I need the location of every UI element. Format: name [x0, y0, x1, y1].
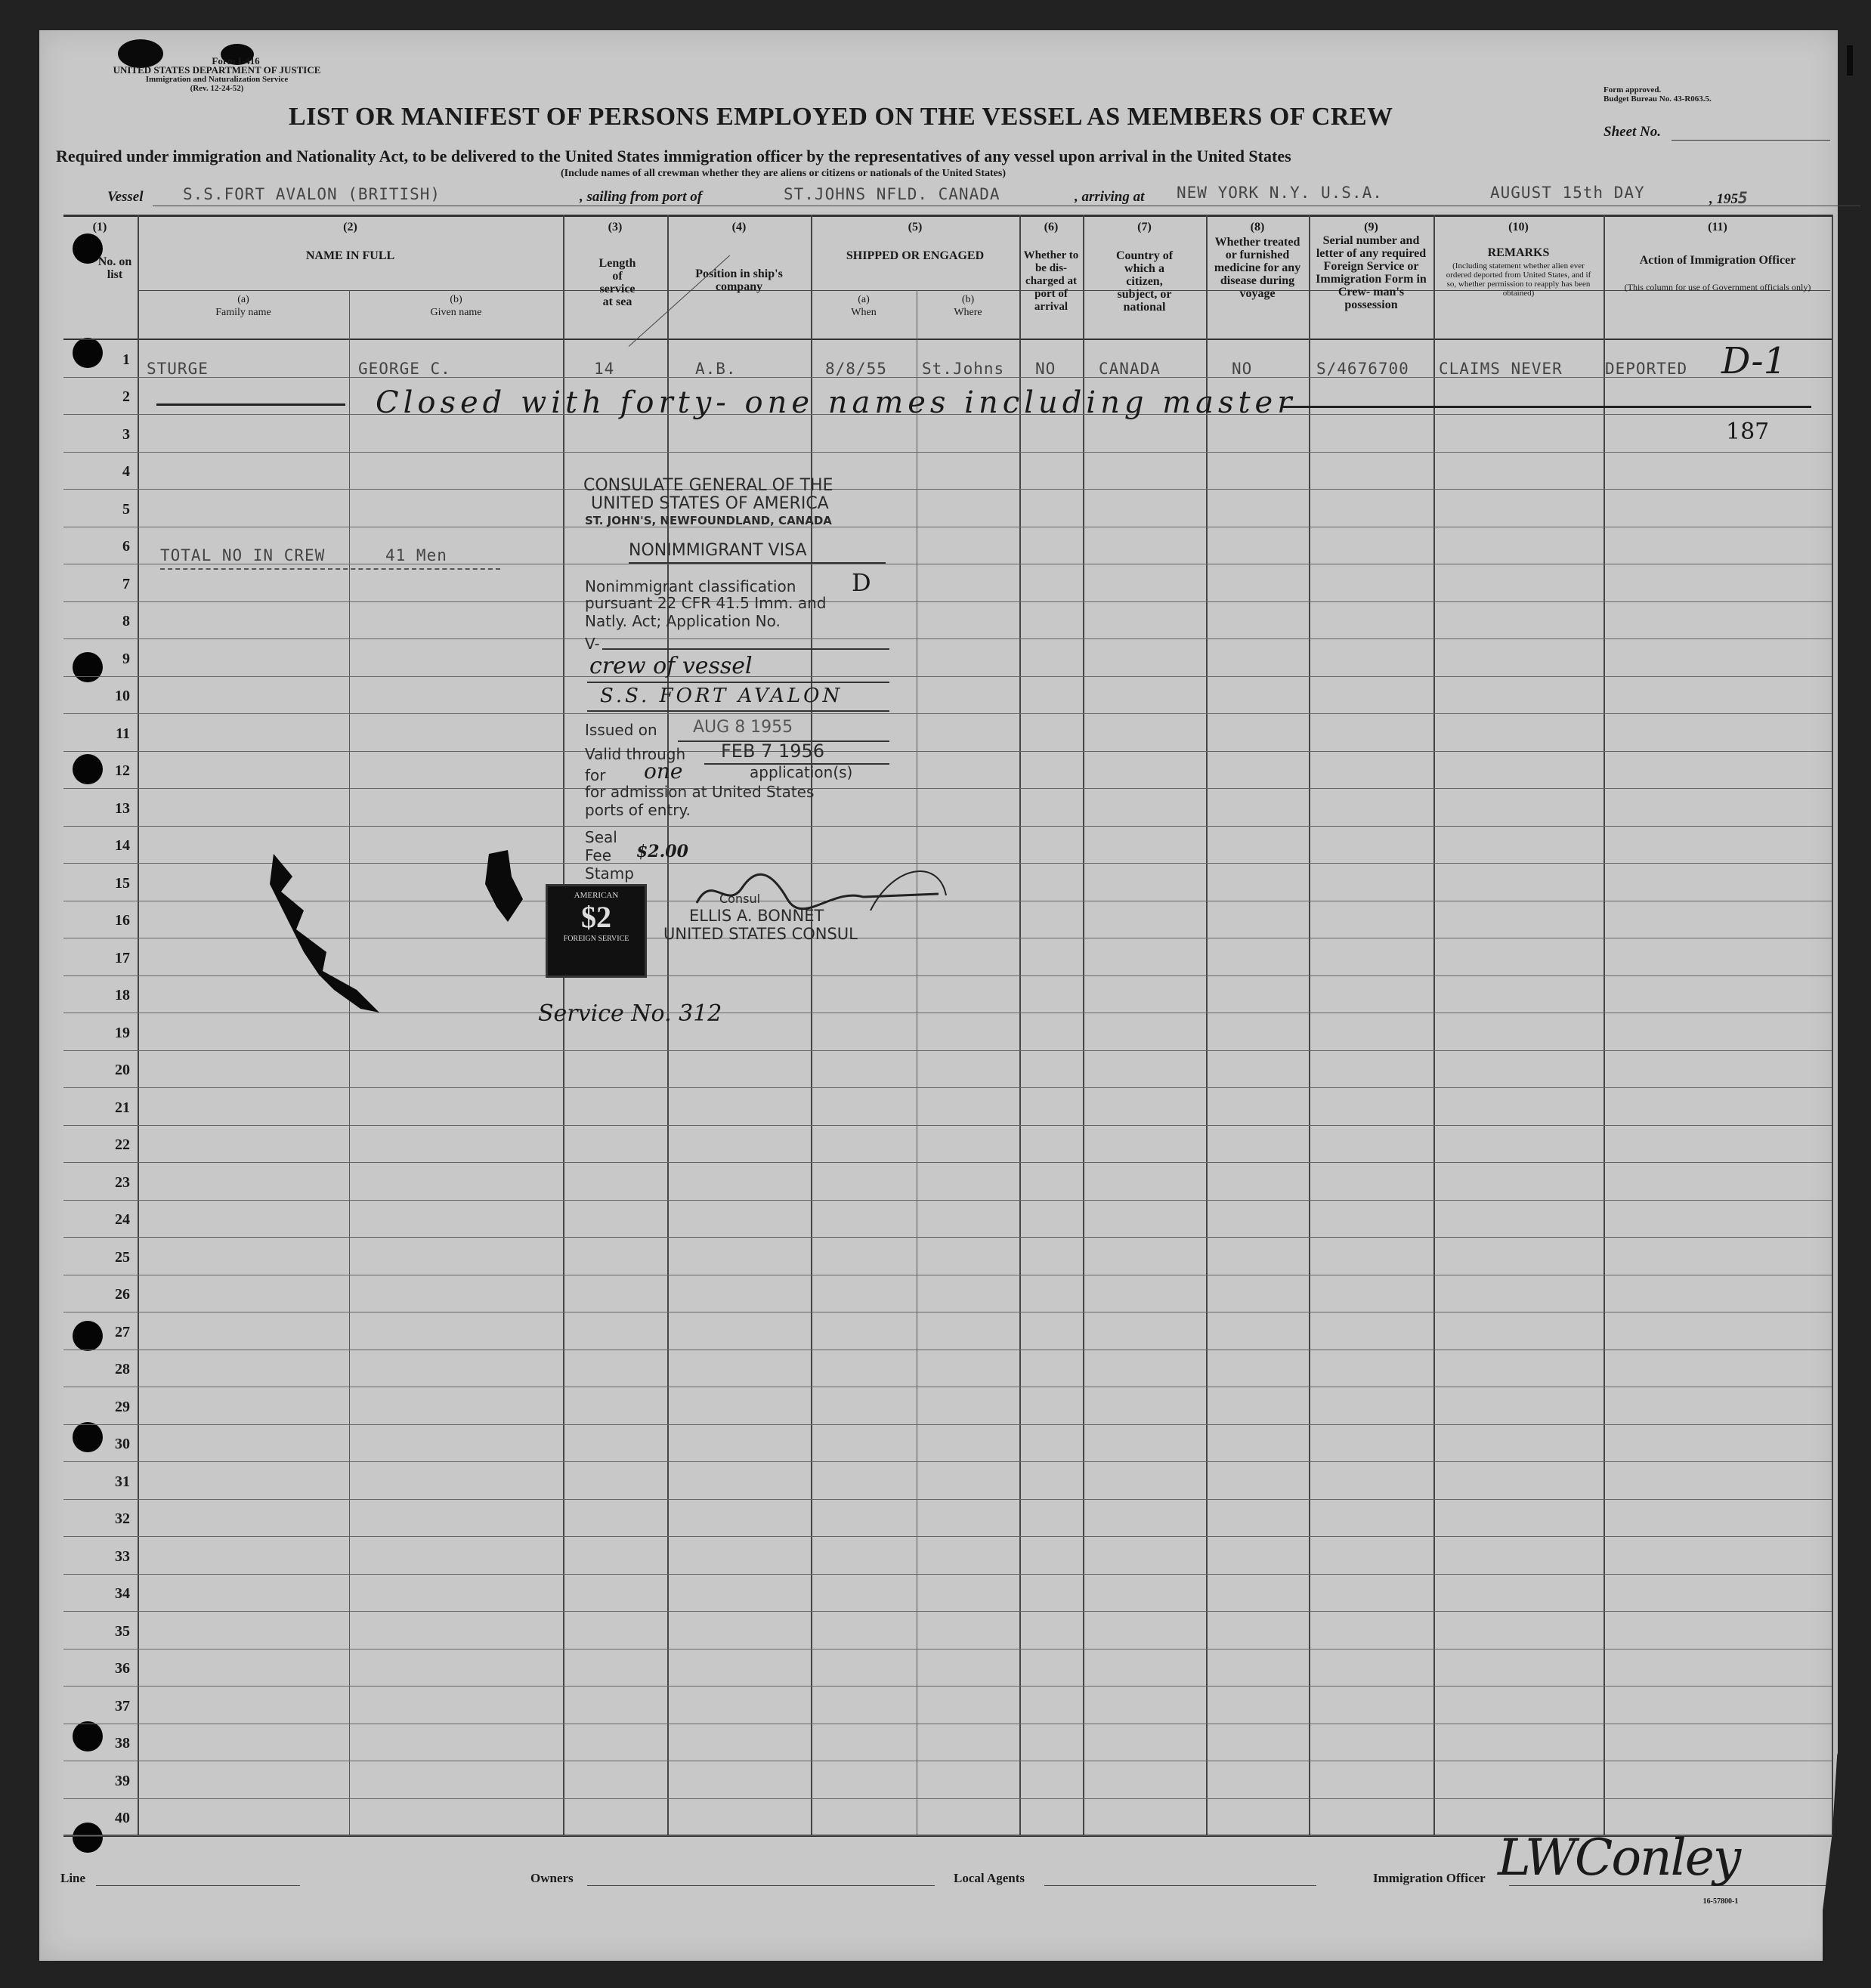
- footer-owners-rule: [587, 1885, 935, 1886]
- fee-value: $2.00: [636, 842, 688, 861]
- row-number: 29: [115, 1399, 130, 1415]
- consul-title: UNITED STATES CONSUL: [663, 925, 858, 943]
- year-suffix: 5: [1738, 189, 1749, 207]
- row-number: 10: [115, 688, 130, 704]
- row-number: 35: [115, 1623, 130, 1640]
- col-line: [1206, 215, 1208, 1835]
- row-number: 21: [115, 1099, 130, 1116]
- col6-num: (6): [1044, 221, 1059, 233]
- col7-num: (7): [1137, 221, 1152, 233]
- row-number: 11: [116, 725, 130, 742]
- vessel-label: Vessel: [107, 189, 144, 205]
- row-rule: [63, 1574, 1832, 1575]
- col5a-num: (a): [858, 294, 870, 305]
- stamp-line6: pursuant 22 CFR 41.5 Imm. and: [585, 594, 827, 612]
- form-number: Form I-416: [212, 55, 260, 66]
- row-rule: [63, 452, 1832, 453]
- consul-signature: [682, 858, 954, 918]
- row-rule: [63, 1424, 1832, 1425]
- col2-header: NAME IN FULL: [305, 249, 395, 262]
- stamp-line3: ST. JOHN'S, NEWFOUNDLAND, CANADA: [585, 514, 832, 527]
- ink-blot: [1847, 45, 1853, 76]
- row-number: 13: [115, 800, 130, 817]
- total-underline: [160, 568, 500, 570]
- row-rule: [63, 601, 1832, 602]
- stamp-crew: crew of vessel: [589, 653, 753, 679]
- entry-service: 14: [594, 360, 615, 378]
- stamp-crew-line: [587, 682, 889, 683]
- footer-officer-label: Immigration Officer: [1373, 1871, 1486, 1885]
- for-label: for: [585, 766, 606, 784]
- row-rule: [63, 1200, 1832, 1201]
- row-rule: [63, 1611, 1832, 1612]
- col8-header: Whether treated or furnished medicine for any disease during voyage: [1214, 236, 1301, 300]
- entry-when: 8/8/55: [825, 360, 887, 378]
- row-rule: [63, 1499, 1832, 1500]
- closed-note: Closed with forty- one names including master: [376, 385, 1297, 420]
- row-number: 9: [122, 651, 130, 667]
- col10-header: REMARKS: [1487, 246, 1550, 259]
- row-number: 34: [115, 1585, 130, 1602]
- stamp-line2: UNITED STATES OF AMERICA: [591, 494, 829, 513]
- stamp-line8: V-: [585, 635, 600, 653]
- year-label: [1709, 189, 1749, 208]
- admission-label: for admission at United States: [585, 783, 815, 801]
- service-note: Service No. 312: [538, 1000, 722, 1027]
- row-number: 36: [115, 1660, 130, 1677]
- col4-num: (4): [731, 221, 747, 233]
- revenue-top: AMERICAN: [574, 891, 619, 900]
- stamp-line7: Natly. Act; Application No.: [585, 612, 781, 630]
- consul-label: Consul: [719, 892, 761, 906]
- row-number: 37: [115, 1698, 130, 1714]
- row-number: 27: [115, 1324, 130, 1340]
- sailing-value: ST.JOHNS NFLD. CANADA: [784, 185, 1000, 203]
- col2b-header: Given name: [430, 307, 482, 318]
- row-number: 15: [115, 875, 130, 892]
- issued-value: AUG 8 1955: [693, 718, 793, 737]
- stamp-line1: CONSULATE GENERAL OF THE: [583, 476, 833, 495]
- row-number: 3: [122, 426, 130, 443]
- ports-label: ports of entry.: [585, 801, 691, 819]
- issued-label: Issued on: [585, 721, 657, 739]
- print-code: 16-57800-1: [1702, 1897, 1739, 1906]
- row-rule: [63, 751, 1832, 752]
- col5b-header: Where: [954, 307, 982, 318]
- col-line: [138, 215, 139, 1835]
- entry-given: GEORGE C.: [358, 360, 451, 378]
- row-number: 20: [115, 1062, 130, 1078]
- row-number: 2: [122, 388, 130, 405]
- table-top-rule: [63, 215, 1832, 217]
- row-number: 32: [115, 1510, 130, 1527]
- row-number: 30: [115, 1436, 130, 1452]
- header-bottom-rule: [63, 339, 1832, 340]
- col-line: [811, 215, 812, 1835]
- row-number: 31: [115, 1473, 130, 1490]
- row-rule: [63, 1125, 1832, 1126]
- footer-agents-rule: [1044, 1885, 1316, 1886]
- ink-smear: [251, 839, 425, 1020]
- revenue-stamp: [546, 884, 647, 978]
- row-number: 18: [115, 987, 130, 1003]
- arriving-label: , arriving at: [1075, 189, 1145, 205]
- row-number: 40: [115, 1810, 130, 1826]
- row-rule: [63, 1087, 1832, 1088]
- arriving-value: NEW YORK N.Y. U.S.A.: [1177, 184, 1383, 202]
- row-number: 33: [115, 1548, 130, 1565]
- stamp-class: D: [852, 568, 871, 597]
- row-rule: [63, 1686, 1832, 1687]
- footer-line-label: Line: [60, 1871, 86, 1885]
- row-rule: [63, 638, 1832, 639]
- row-rule: [63, 788, 1832, 789]
- stamp-app-line: [602, 648, 889, 650]
- form-title: LIST OR MANIFEST OF PERSONS EMPLOYED ON THE VESSEL AS MEMBERS OF CREW: [289, 103, 1393, 131]
- row-number: 22: [115, 1136, 130, 1153]
- row-number: 28: [115, 1361, 130, 1377]
- closed-dash-left: [156, 403, 345, 406]
- col-line: [1832, 215, 1833, 1835]
- row-rule: [63, 826, 1832, 827]
- sheet-no-label: Sheet No.: [1603, 124, 1661, 140]
- include-note: (Include names of all crewman whether they are aliens or citizens or nationals of the United States): [561, 168, 1006, 179]
- seal-label: Seal: [585, 828, 617, 846]
- col8-num: (8): [1250, 221, 1265, 233]
- col10-note: (Including statement whether alien ever ordered deported from United States, and if so, whether permission to reapply has been obtained): [1446, 261, 1591, 298]
- col10-num: (10): [1508, 221, 1529, 233]
- revenue-value: $2: [581, 900, 611, 934]
- col11-header: Action of Immigration Officer: [1639, 254, 1796, 267]
- footer-line-rule: [96, 1885, 300, 1886]
- revenue-bottom: FOREIGN SERVICE: [563, 935, 629, 943]
- footer-owners-label: Owners: [530, 1871, 574, 1885]
- row-number: 1: [122, 351, 130, 368]
- stamp-line5: Nonimmigrant classification: [585, 577, 796, 595]
- total-value: 41 Men: [385, 546, 447, 564]
- col2a-header: Family name: [215, 307, 271, 318]
- col1-header: No. on list: [97, 255, 132, 281]
- vessel-value: S.S.FORT AVALON (BRITISH): [183, 185, 441, 203]
- footer-agents-label: Local Agents: [954, 1871, 1025, 1885]
- stamp-rule: [629, 562, 886, 564]
- form-approved: Form approved.: [1603, 85, 1662, 94]
- row-number: 19: [115, 1025, 130, 1041]
- entry-serial: S/4676700: [1316, 360, 1409, 378]
- sheet-no-line: [1672, 140, 1830, 141]
- row-number: 39: [115, 1773, 130, 1789]
- entry-country: CANADA: [1099, 360, 1161, 378]
- row-rule: [63, 1461, 1832, 1462]
- stamp-label: Stamp: [585, 864, 634, 883]
- col-line: [1309, 215, 1310, 1835]
- row-number: 25: [115, 1249, 130, 1266]
- entry-medicine: NO: [1232, 360, 1253, 378]
- officer-signature: LWConley: [1498, 1829, 1740, 1887]
- entry-action-mark: D-1: [1721, 340, 1787, 382]
- diagonal-stroke: [629, 255, 730, 347]
- col-line: [1433, 215, 1435, 1835]
- col9-num: (9): [1364, 221, 1378, 233]
- stamp-vessel-line: [587, 710, 889, 712]
- col5b-num: (b): [961, 294, 975, 305]
- col9-header: Serial number and letter of any required Foreign Service or Immigration Form in Crew- man's possession: [1316, 234, 1427, 311]
- revision: (Rev. 12-24-52): [190, 84, 244, 93]
- row-number: 24: [115, 1211, 130, 1228]
- col6-header: Whether to be dis- charged at port of arrival: [1023, 249, 1079, 313]
- valid-value: FEB 7 1956: [721, 740, 825, 762]
- closed-dash-right: [1282, 406, 1811, 408]
- row-number: 38: [115, 1735, 130, 1751]
- ink-smear: [478, 846, 530, 929]
- row-rule: [63, 1050, 1832, 1051]
- dept-name: UNITED STATES DEPARTMENT OF JUSTICE: [113, 64, 321, 76]
- row-number: 26: [115, 1286, 130, 1303]
- row-rule: [63, 489, 1832, 490]
- row-rule: [63, 1798, 1832, 1799]
- budget-bureau: Budget Bureau No. 43-R063.5.: [1603, 94, 1712, 104]
- col-line: [1603, 215, 1605, 1835]
- row-number: 4: [122, 463, 130, 480]
- col-line: [1083, 215, 1084, 1835]
- row-number: 8: [122, 613, 130, 629]
- for-value: one: [644, 759, 683, 784]
- form-subtitle: Required under immigration and Nationality Act, to be delivered to the United States immigration officer by the representatives of any vessel upon arrival in the United States: [56, 147, 1291, 165]
- col11-note: (This column for use of Government officials only): [1624, 282, 1811, 292]
- entry-action: DEPORTED: [1605, 360, 1688, 378]
- row-number: 16: [115, 912, 130, 929]
- col1-num: (1): [92, 221, 107, 233]
- row-rule: [63, 1162, 1832, 1163]
- right-note: 187: [1726, 419, 1770, 445]
- consul-name: ELLIS A. BONNET: [689, 907, 824, 925]
- col2b-num: (b): [450, 294, 462, 305]
- row-number: 17: [115, 950, 130, 966]
- row-rule: [63, 1237, 1832, 1238]
- stamp-line4: NONIMMIGRANT VISA: [629, 541, 807, 560]
- year-prefix: , 195: [1709, 191, 1738, 207]
- col2-num: (2): [343, 221, 357, 233]
- col3-num: (3): [608, 221, 623, 233]
- col-line: [1019, 215, 1021, 1835]
- entry-remarks: CLAIMS NEVER: [1439, 360, 1563, 378]
- col4-header: Position in ship's company: [695, 267, 783, 293]
- total-label: TOTAL NO IN CREW: [160, 546, 326, 564]
- punch-hole: [73, 1823, 103, 1853]
- col11-num: (11): [1708, 221, 1727, 233]
- entry-family: STURGE: [147, 360, 209, 378]
- entry-position: A.B.: [695, 360, 737, 378]
- sailing-label: , sailing from port of: [580, 189, 703, 205]
- row-rule: [63, 1536, 1832, 1537]
- row-number: 6: [122, 538, 130, 555]
- stamp-vessel: S.S. FORT AVALON: [600, 685, 843, 707]
- col2a-num: (a): [237, 294, 249, 305]
- application-label: application(s): [750, 763, 853, 781]
- row-rule: [63, 713, 1832, 714]
- col5-header: SHIPPED OR ENGAGED: [846, 249, 985, 262]
- row-number: 23: [115, 1174, 130, 1191]
- date-value: AUGUST 15th DAY: [1490, 184, 1645, 202]
- row-number: 12: [115, 762, 130, 779]
- col5a-header: When: [851, 307, 877, 318]
- entry-discharged: NO: [1035, 360, 1056, 378]
- col-line: [349, 290, 350, 1835]
- entry-where: St.Johns: [922, 360, 1005, 378]
- col7-header: Country of which a citizen, subject, or national: [1115, 249, 1174, 314]
- manifest-sheet: [39, 30, 1838, 1961]
- row-number: 5: [122, 501, 130, 518]
- service-name: Immigration and Naturalization Service: [145, 75, 289, 84]
- row-rule: [63, 676, 1832, 677]
- row-number: 7: [122, 576, 130, 592]
- row-number: 14: [115, 837, 130, 854]
- fee-label: Fee: [585, 846, 612, 864]
- valid-label: Valid through: [585, 745, 686, 763]
- col5-num: (5): [908, 221, 923, 233]
- col3-header: Length of service at sea: [598, 257, 636, 308]
